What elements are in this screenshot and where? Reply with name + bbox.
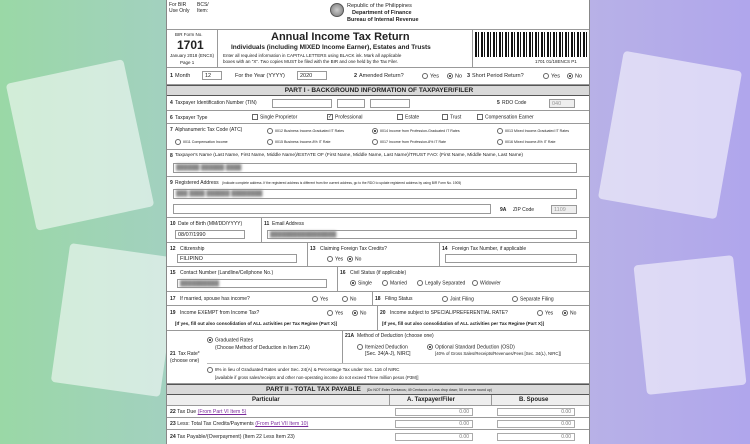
address-field-1[interactable]: ███ ████ ██████ ████████ xyxy=(173,189,577,199)
checkbox-icon xyxy=(252,114,258,120)
background-paper xyxy=(51,243,179,397)
radio-icon xyxy=(372,128,378,134)
short-yes[interactable]: Yes xyxy=(543,73,560,79)
instructions-line2: boxes with an "X". Two copies MUST be filed with the BIR and one held by the Tax Filer. xyxy=(223,59,399,64)
tax-rate-label: Tax Rate* xyxy=(178,351,200,357)
page-number: Page 1 xyxy=(180,60,195,65)
amended-yes[interactable]: Yes xyxy=(422,73,439,79)
type-trust[interactable]: Trust xyxy=(442,114,461,120)
tax-rate-row: 21 Tax Rate* (choose one) Graduated Rates (Choose Method of Deduction in Item 21A) 21A Method of Deduction (choose one) Itemized Deduction [Sec. 34(A-J), NIRC] Optional Standard Deduction (OSD) [40% of Gross Sales/Receipts/Revenues/Fees [Sec. 34(L), NIRC]] 8% in lieu of Graduated Rates under Sec. 24(A) & Percentage Tax under Sec. 116 of NIRC [available if gross sales/receipts and other non-operating income do not exceed Three million pesos (P3M)] xyxy=(167,331,590,384)
form-subtitle: Individuals (including MIXED Income Earner), Estates and Trusts xyxy=(231,44,431,51)
year-field[interactable]: 2020 xyxy=(297,71,327,80)
citizenship-label: Citizenship xyxy=(180,246,205,252)
radio-icon xyxy=(472,280,478,286)
foreign-tax-number-field[interactable] xyxy=(445,254,577,263)
radio-icon xyxy=(207,367,213,373)
radio-icon xyxy=(417,280,423,286)
form-title-band xyxy=(167,30,590,68)
row-22-link[interactable]: (From Part VI Item 5) xyxy=(197,409,247,415)
checkbox-icon xyxy=(477,114,483,120)
radio-icon xyxy=(347,256,353,262)
atc-ii013[interactable]: II013 Mixed Income-Graduated IT Rates xyxy=(497,128,569,134)
rate-eight-percent[interactable]: 8% in lieu of Graduated Rates under Sec. 24(A) & Percentage Tax under Sec. 116 of NIRC xyxy=(207,367,399,373)
radio-icon xyxy=(312,296,318,302)
exempt-note: [If yes, fill out also consolidation of ALL activities per Tax Regime (Part X)] xyxy=(175,321,338,326)
checkbox-icon xyxy=(397,114,403,120)
part1-title: PART I - BACKGROUND INFORMATION OF TAXPAYER/FILER xyxy=(167,85,590,96)
row-23-taxpayer-amount[interactable]: 0.00 xyxy=(395,420,473,428)
spouse-no[interactable]: No xyxy=(342,296,356,302)
for-bir-use-only: For BIR Use Only xyxy=(169,2,190,14)
part2-title: PART II - TOTAL TAX PAYABLE xyxy=(266,386,361,393)
osd-sub: [40% of Gross Sales/Receipts/Revenues/Fees [Sec. 34(L), NIRC]] xyxy=(435,351,561,356)
table-row xyxy=(167,406,590,418)
amended-label: Amended Return? xyxy=(359,73,404,79)
spouse-income-label: If married, spouse has income? xyxy=(180,296,250,302)
address-field-2[interactable] xyxy=(173,204,491,214)
dob-email-row: 10 Date of Birth (MM/DD/YYYY) 08/07/1990 11 Email Address █████████████████ xyxy=(167,218,590,243)
spouse-filing-row: 17 If married, spouse has income? Yes No 18 Filing Status Joint Filing Separate Filing xyxy=(167,292,590,306)
col-particular: Particular xyxy=(252,397,280,403)
taxpayer-name-field[interactable]: ██████ ██████ ████ xyxy=(173,163,577,173)
civil-widower[interactable]: Widow/er xyxy=(472,280,501,286)
contact-label: Contact Number (Landline/Cellphone No.) xyxy=(180,270,274,276)
taxpayer-name-row: 8 Taxpayer's Name (Last Name, First Name, Middle Name)/ESTATE OF (First Name, Middle Name, Last Name)/TRUST FAO: (First Name, Middle Name, Last Name) ██████ ██████ ████ xyxy=(167,150,590,177)
itemized-sub: [Sec. 34(A-J), NIRC] xyxy=(365,351,411,357)
contact-field[interactable]: ██████████ xyxy=(177,279,327,288)
radio-icon xyxy=(327,256,333,262)
part2-note: (Do NOT Enter Centavos; 49 Centavos or Less drop down; 50 or more round up) xyxy=(366,388,492,392)
radio-icon xyxy=(422,73,428,79)
eight-percent-sub: [available if gross sales/receipts and other non-operating income do not exceed Three million pesos (P3M)] xyxy=(215,375,419,380)
special-note: [If yes, fill out also consolidation of ALL activities per Tax Regime (Part X)] xyxy=(382,321,545,326)
radio-icon xyxy=(352,310,358,316)
atc-ii015[interactable]: II015 Business Income-8% IT Rate xyxy=(267,139,330,145)
short-period-label: Short Period Return? xyxy=(472,73,524,79)
background-paper xyxy=(598,51,742,220)
row-24-label: 24 Tax Payable/(Overpayment) (Item 22 Less Item 23) xyxy=(170,434,295,440)
type-professional[interactable]: ✓ Professional xyxy=(328,114,363,121)
year-label: For the Year (YYYY) xyxy=(235,73,285,79)
address-note: (Indicate complete address. If the registered address is different from the current address, go to the RDO to update registered address by using BIR Form No. 1905) xyxy=(222,181,462,185)
contact-civil-row: 15 Contact Number (Landline/Cellphone No.) ██████████ 16 Civil Status (if applicable) Single Married Legally Separated Widow/er xyxy=(167,267,590,292)
radio-icon xyxy=(512,296,518,302)
atc-ii012[interactable]: II012 Business Income-Graduated IT Rates xyxy=(267,128,344,134)
civil-status-label: Civil Status (if applicable) xyxy=(350,270,407,276)
barcode-text: 1701 01/18ENCS P1 xyxy=(535,59,577,64)
agency-line1: Republic of the Philippines xyxy=(347,3,412,9)
atc-row: 7 Alphanumeric Tax Code (ATC) II012 Business Income-Graduated IT Rates II014 Income from Profession-Graduated IT Rates II013 Mixed Income-Graduated IT Rates II011 Compensation Income II015 Business Income-8% IT Rate II017 Income from Profession-8% IT Rate II016 Mixed Income-8% IT Rate xyxy=(167,124,590,150)
graduated-sub: (Choose Method of Deduction in Item 21A) xyxy=(215,345,310,351)
dob-field[interactable]: 08/07/1990 xyxy=(175,230,245,239)
barcode-icon xyxy=(475,32,587,57)
claim-no[interactable]: No xyxy=(347,256,361,262)
bir-form-1701-page xyxy=(166,0,590,444)
dob-label: Date of Birth (MM/DD/YYYY) xyxy=(178,221,243,227)
part2-column-headers xyxy=(167,395,590,406)
col-spouse: B. Spouse xyxy=(519,397,549,403)
radio-icon xyxy=(267,128,273,134)
tin-field-1[interactable] xyxy=(272,99,332,108)
taxpayer-type-label: Taxpayer Type xyxy=(175,115,208,121)
agency-line3: Bureau of Internal Revenue xyxy=(347,17,419,23)
type-single-proprietor[interactable]: Single Proprietor xyxy=(252,114,297,120)
radio-icon xyxy=(357,344,363,350)
tin-label: Taxpayer Identification Number (TIN) xyxy=(175,100,257,106)
radio-icon xyxy=(350,280,356,286)
short-no[interactable]: No xyxy=(567,73,582,79)
atc-ii016[interactable]: II016 Mixed Income-8% IT Rate xyxy=(497,139,555,145)
checkbox-checked-icon: ✓ xyxy=(328,114,333,120)
row-22-label: 22 Tax Due (From Part VI Item 5) xyxy=(170,409,247,415)
zip-label: ZIP Code xyxy=(513,207,535,213)
radio-icon xyxy=(497,128,503,134)
radio-icon xyxy=(372,139,378,145)
exempt-yes[interactable]: Yes xyxy=(327,310,343,316)
form-header xyxy=(167,0,590,30)
radio-icon xyxy=(537,310,543,316)
row-24-spouse-amount[interactable]: 0.00 xyxy=(497,433,575,441)
table-row xyxy=(167,418,590,430)
civil-married[interactable]: Married xyxy=(382,280,407,286)
spouse-yes[interactable]: Yes xyxy=(312,296,328,302)
row-23-label: 23 Less: Total Tax Credits/Payments (From Part VII Item 10) xyxy=(170,421,309,427)
item-label: Item: xyxy=(197,8,209,14)
address-row: 9 Registered Address (Indicate complete address. If the registered address is different from the current address, go to the RDO to update registered address by using BIR Form No. 1905) ███ ████ ██████ ████████ 9A ZIP Code 1109 xyxy=(167,177,590,218)
form-no-label: BIR Form No. xyxy=(175,32,203,37)
zip-field[interactable]: 1109 xyxy=(551,205,577,214)
instructions-line1: Enter all required information in CAPITAL LETTERS using BLACK ink. Mark all applicable xyxy=(223,53,402,58)
atc-label: Alphanumeric Tax Code (ATC) xyxy=(175,127,243,133)
period-row: 1 Month 12 For the Year (YYYY) 2020 2 Amended Return? Yes No 3 Short Period Return? Yes No xyxy=(167,68,590,85)
citizenship-row: 12 Citizenship FILIPINO 13 Claiming Foreign Tax Credits? Yes No 14 Foreign Tax Number, if applicable xyxy=(167,243,590,267)
row-23-spouse-amount[interactable]: 0.00 xyxy=(497,420,575,428)
agency-line2: Department of Finance xyxy=(352,10,412,16)
radio-icon xyxy=(342,296,348,302)
filing-separate[interactable]: Separate Filing xyxy=(512,296,554,302)
special-no[interactable]: No xyxy=(562,310,576,316)
deduction-method-label: Method of Deduction (choose one) xyxy=(357,333,434,339)
claim-yes[interactable]: Yes xyxy=(327,256,343,262)
radio-icon xyxy=(442,296,448,302)
foreign-tax-number-label: Foreign Tax Number, if applicable xyxy=(452,246,527,252)
row-22-taxpayer-amount[interactable]: 0.00 xyxy=(395,408,473,416)
radio-icon xyxy=(267,139,273,145)
taxpayer-name-label: Taxpayer's Name (Last Name, First Name, Middle Name)/ESTATE OF (First Name, Middle Name, Last Name)/TRUST FAO: (First Name, Middle Name, Last Name) xyxy=(175,153,523,158)
row-22-spouse-amount[interactable]: 0.00 xyxy=(497,408,575,416)
row-23-link[interactable]: (From Part VII Item 10) xyxy=(255,421,309,427)
filing-joint[interactable]: Joint Filing xyxy=(442,296,474,302)
radio-icon xyxy=(567,73,573,79)
radio-icon xyxy=(427,344,433,350)
radio-icon xyxy=(562,310,568,316)
tin-field-2[interactable] xyxy=(337,99,365,108)
background-paper xyxy=(6,59,155,231)
radio-icon xyxy=(497,139,503,145)
atc-ii014[interactable]: II014 Income from Profession-Graduated IT Rates xyxy=(372,128,460,134)
citizenship-field[interactable]: FILIPINO xyxy=(177,254,297,263)
tin-row: 4 Taxpayer Identification Number (TIN) 5 RDO Code 040 xyxy=(167,96,590,111)
part2-header xyxy=(167,384,590,395)
tin-field-3[interactable] xyxy=(370,99,410,108)
radio-icon xyxy=(382,280,388,286)
rdo-label: RDO Code xyxy=(502,100,527,106)
exempt-income-label: Income EXEMPT from Income Tax? xyxy=(180,310,260,316)
claim-foreign-label: Claiming Foreign Tax Credits? xyxy=(320,246,387,252)
email-label: Email Address xyxy=(272,221,304,227)
filing-status-label: Filing Status xyxy=(385,296,413,302)
month-label: Month xyxy=(175,73,191,79)
email-field[interactable]: █████████████████ xyxy=(267,230,577,239)
atc-ii017[interactable]: II017 Income from Profession-8% IT Rate xyxy=(372,139,446,145)
rate-graduated[interactable]: Graduated Rates xyxy=(207,337,253,343)
checkbox-icon xyxy=(442,114,448,120)
form-title: Annual Income Tax Return xyxy=(271,31,410,43)
bir-seal-icon xyxy=(330,3,344,17)
background-paper xyxy=(633,255,746,395)
radio-icon xyxy=(175,139,181,145)
deduction-itemized[interactable]: Itemized Deduction xyxy=(357,344,408,350)
type-estate[interactable]: Estate xyxy=(397,114,419,120)
amended-no[interactable]: No xyxy=(447,73,462,79)
bcs-label: BCS/ xyxy=(197,2,209,8)
table-row xyxy=(167,430,590,444)
deduction-osd[interactable]: Optional Standard Deduction (OSD) xyxy=(427,344,515,350)
row-24-taxpayer-amount[interactable]: 0.00 xyxy=(395,433,473,441)
rdo-select[interactable]: 040 xyxy=(549,99,575,108)
taxpayer-type-row: 6 Taxpayer Type Single Proprietor ✓ Professional Estate Trust Compensation Earner xyxy=(167,111,590,124)
col-taxpayer: A. Taxpayer/Filer xyxy=(407,397,455,403)
tax-rate-sub: (choose one) xyxy=(170,358,200,364)
special-rate-label: Income subject to SPECIAL/PREFERENTIAL RATE? xyxy=(390,310,508,316)
special-yes[interactable]: Yes xyxy=(537,310,553,316)
radio-icon xyxy=(543,73,549,79)
radio-icon xyxy=(447,73,453,79)
exempt-special-row: 19 Income EXEMPT from Income Tax? Yes No [If yes, fill out also consolidation of ALL activities per Tax Regime (Part X)] 20 Income subject to SPECIAL/PREFERENTIAL RATE? Yes No [If yes, fill out also consolidation of ALL activities per Tax Regime (Part X)] xyxy=(167,306,590,331)
address-label: Registered Address xyxy=(175,180,219,186)
month-select[interactable]: 12 xyxy=(202,71,222,80)
radio-icon xyxy=(327,310,333,316)
civil-legally-separated[interactable]: Legally Separated xyxy=(417,280,465,286)
form-number: 1701 xyxy=(177,38,204,52)
radio-icon xyxy=(207,337,213,343)
form-date: January 2018 (ENCS) xyxy=(170,53,215,58)
type-compensation-earner[interactable]: Compensation Earner xyxy=(477,114,534,120)
civil-single[interactable]: Single xyxy=(350,280,372,286)
atc-ii011[interactable]: II011 Compensation Income xyxy=(175,139,228,145)
exempt-no[interactable]: No xyxy=(352,310,366,316)
